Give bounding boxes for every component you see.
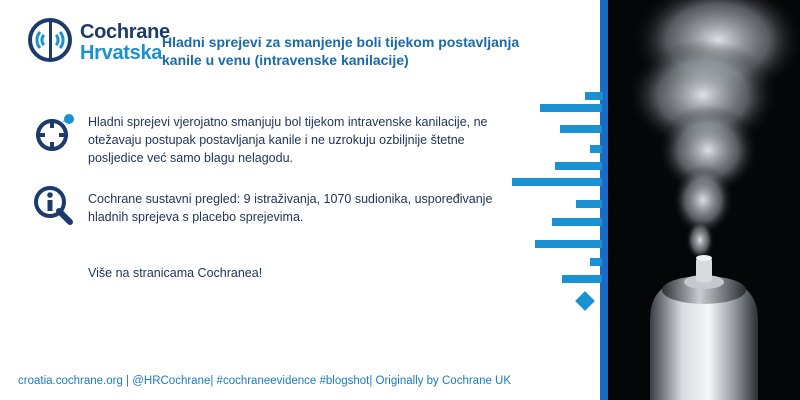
accent-bar	[576, 200, 602, 208]
spray-can-image	[608, 0, 800, 400]
more-info-link[interactable]: Više na stranicama Cochranea!	[88, 266, 263, 280]
info-magnifier-icon	[32, 184, 76, 228]
cochrane-logo-icon	[28, 18, 72, 62]
accent-bar	[560, 125, 602, 133]
accent-bar	[555, 162, 602, 170]
accent-bar	[590, 258, 602, 266]
target-icon	[32, 112, 76, 156]
logo-cochrane-text: Cochrane	[80, 21, 170, 43]
page-title: Hladni sprejevi za smanjenje boli tijekom postavljanja kanile u venu (intravenske kanilacije)	[162, 34, 520, 68]
review-details-text: Cochrane sustavni pregled: 9 istraživanja, 1070 sudionika, uspoređivanje hladnih sprejeva s placebo sprejevima.	[88, 192, 493, 224]
spray-can-photo	[608, 0, 800, 400]
cochrane-logo	[28, 18, 178, 68]
accent-diamond	[575, 291, 595, 311]
logo-hrvatska-text: Hrvatska	[80, 42, 163, 64]
accent-bar	[540, 104, 602, 112]
accent-bar	[562, 275, 602, 283]
accent-bar	[590, 145, 602, 153]
footer-links: croatia.cochrane.org | @HRCochrane| #cochraneevidence #blogshot| Originally by Cochrane UK	[18, 375, 512, 387]
summary-text: Hladni sprejevi vjerojatno smanjuju bol tijekom intravenske kanilacije, ne otežavaju postupak postavljanja kanile i ne uzrokuju ozbiljnije štetne posljedice već samo blagu nelagodu.	[88, 115, 488, 165]
accent-bar	[535, 240, 602, 248]
accent-bar	[585, 92, 603, 100]
accent-bar	[512, 178, 602, 186]
accent-bar	[552, 218, 602, 226]
